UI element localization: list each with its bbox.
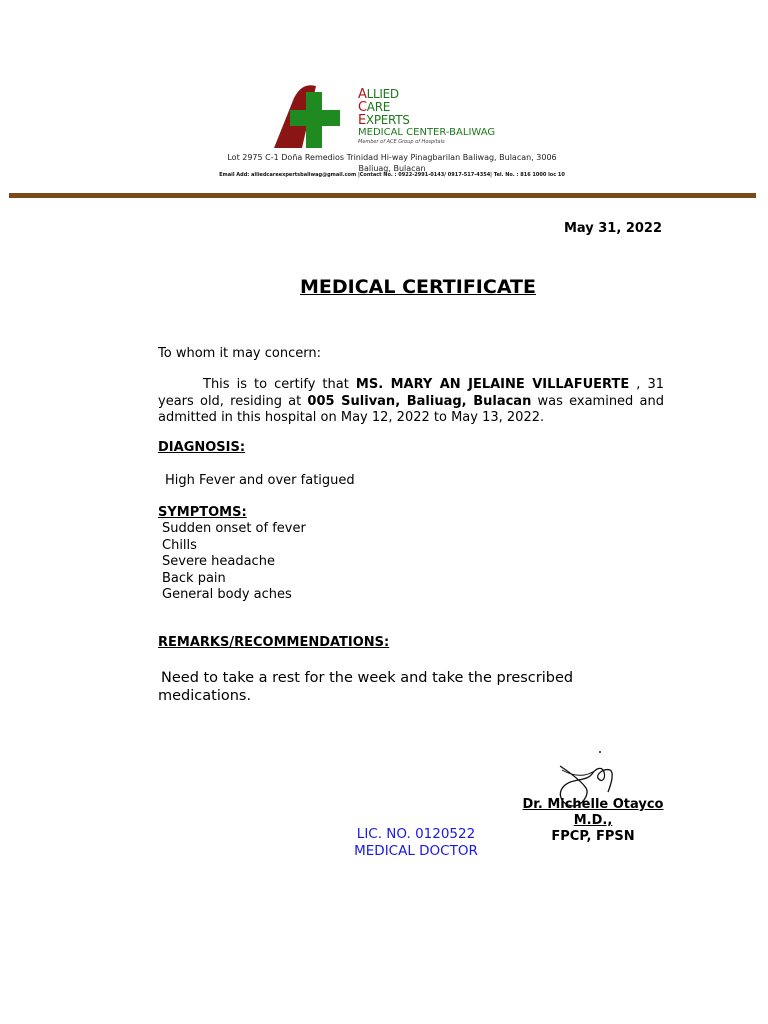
brand-medical-center: MEDICAL CENTER-BALIWAG [358, 127, 496, 138]
hospital-contact: Email Add: alliedcareexpertsbaliwag@gmail.com |Contact No. : 0922-2991-0143/ 0917-517-4354| Tel. No. : 816 1000 loc 10 [219, 172, 565, 178]
brand-text [358, 88, 495, 146]
remarks-body: Need to take a rest for the week and take the prescribed medications. [158, 670, 574, 704]
diagnosis-text: High Fever and over fatigued [165, 473, 355, 488]
salutation: To whom it may concern: [158, 346, 321, 361]
address-line-2: Baliuag, Bulacan [358, 164, 426, 173]
symptom-item: Back pain [162, 570, 226, 586]
doctor-credentials: FPCP, FPSN [551, 829, 635, 844]
brand-word-xperts: XPERTS [365, 113, 410, 127]
logo-cross-horizontal [290, 110, 340, 126]
diagnosis-heading: DIAGNOSIS: [158, 440, 246, 455]
license-number: LIC. NO. 0120522 [356, 826, 476, 842]
symptoms-list [162, 521, 306, 604]
brand-member-line: Member of ACE Group of Hospitals [358, 139, 445, 145]
patient-name: MS. MARY AN JELAINE VILLAFUERTE [355, 377, 630, 392]
patient-address: 005 Sulivan, Baliuag, Bulacan [307, 393, 532, 409]
cert-text-mid: , 31 years old, residing at [158, 377, 665, 409]
header-divider [9, 193, 756, 198]
brand-letter-a: A [358, 87, 367, 102]
brand-letter-e: E [358, 113, 366, 128]
address-line-1: Lot 2975 C-1 Doña Remedios Trinidad Hi-way Pinagbarilan Baliwag, Bulacan, 3006 [227, 153, 557, 162]
symptom-item: Sudden onset of fever [162, 521, 306, 536]
symptom-item: Severe headache [162, 554, 275, 569]
hospital-address [200, 152, 584, 174]
certificate-date: May 31, 2022 [563, 221, 662, 236]
certification-paragraph [158, 377, 664, 427]
symptoms-heading: SYMPTOMS: [158, 505, 247, 520]
brand-word-are: ARE [366, 100, 391, 114]
remarks-text [158, 669, 628, 705]
symptom-item: Chills [162, 537, 197, 553]
doctor-name: Dr. Michelle Otayco M.D., [522, 797, 664, 828]
cert-text-post: was examined and admitted in this hospital on May 12, 2022 to May 13, 2022. [158, 393, 664, 425]
cert-text-pre: This is to certify that [203, 377, 356, 392]
brand-letter-c: C [358, 100, 367, 115]
brand-word-llied: LLIED [366, 87, 399, 101]
license-block [340, 826, 492, 860]
certificate-title: MEDICAL CERTIFICATE [300, 276, 536, 298]
symptom-item: General body aches [162, 587, 292, 602]
remarks-heading: REMARKS/RECOMMENDATIONS: [158, 635, 390, 650]
doctor-role: MEDICAL DOCTOR [354, 843, 478, 859]
hospital-logo [272, 82, 362, 150]
